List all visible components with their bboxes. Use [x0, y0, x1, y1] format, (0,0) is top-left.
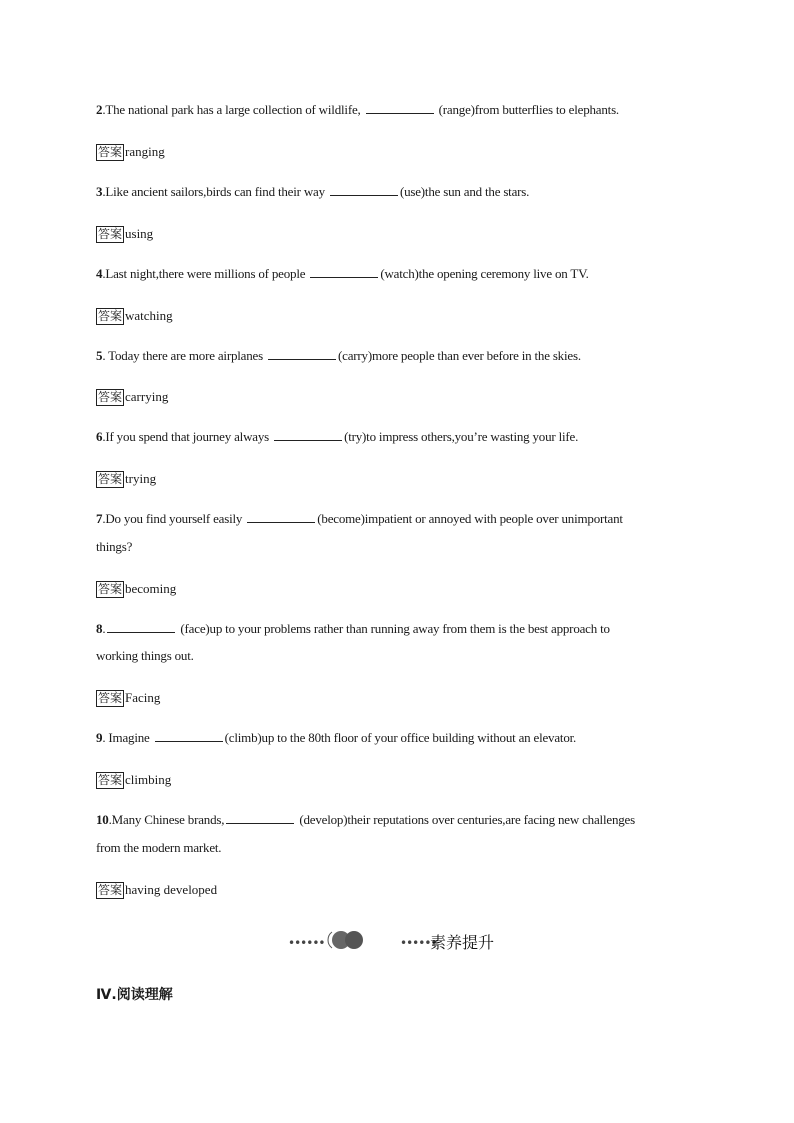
answer-label-box: 答案 [98, 882, 123, 897]
question-text-after: (develop)their reputations over centuries,are facing new challenges [296, 812, 635, 827]
divider-title: 素养提升 [430, 933, 495, 952]
question-7-continued: things? [96, 539, 133, 554]
dots-left: •••••• [288, 936, 325, 950]
question-text-after: (climb)up to the 80th floor of your office building without an elevator. [224, 730, 577, 745]
question-text-before: .If you spend that journey always [102, 429, 273, 444]
question-number: 2 [96, 102, 103, 117]
question-text-before: . Today there are more airplanes [102, 348, 267, 363]
answer-blank [310, 265, 378, 278]
answer-blank [107, 620, 175, 633]
answer-blank [274, 428, 342, 441]
question-number: 7 [96, 511, 103, 526]
answer-text: using [125, 226, 154, 242]
answer-blank [330, 183, 398, 196]
answer-row-6 [96, 469, 156, 488]
question-number: 5 [96, 348, 103, 363]
question-text-after: (watch)the opening ceremony live on TV. [380, 266, 589, 281]
question-text-after: (face)up to your problems rather than running away from them is the best approach to [177, 621, 610, 636]
answer-label-box: 答案 [98, 471, 123, 486]
question-number: 10 [96, 812, 109, 827]
question-text-before: .Like ancient sailors,birds can find their way [102, 184, 328, 199]
question-number: 6 [96, 429, 103, 444]
question-2 [96, 101, 696, 119]
question-3 [96, 183, 696, 201]
answer-label-box: 答案 [98, 690, 123, 705]
answer-label-box: 答案 [98, 389, 123, 404]
question-5 [96, 347, 696, 365]
answer-text: carrying [125, 389, 169, 405]
question-7 [96, 510, 696, 528]
answer-row-4 [96, 306, 173, 325]
question-4 [96, 265, 696, 283]
answer-blank [155, 729, 223, 742]
answer-row-2 [96, 142, 165, 161]
question-number: 8 [96, 621, 103, 636]
question-text-before: .The national park has a large collection of wildlife, [102, 102, 364, 117]
answer-text: having developed [125, 882, 218, 898]
question-6 [96, 428, 696, 446]
question-text-after: (range)from butterflies to elephants. [435, 102, 619, 117]
answer-label-box: 答案 [98, 308, 123, 323]
answer-label-box: 答案 [98, 226, 123, 241]
answer-blank [226, 811, 294, 824]
answer-text: trying [125, 471, 157, 487]
question-8-continued: working things out. [96, 648, 194, 663]
question-10 [96, 811, 696, 829]
answer-blank [366, 101, 434, 114]
answer-text: climbing [125, 772, 172, 788]
section-heading: Ⅳ.阅读理解 [96, 987, 173, 1003]
question-text-before: .Many Chinese brands, [108, 812, 225, 827]
question-text-before: .Last night,there were millions of people [102, 266, 309, 281]
question-10-continued: from the modern market. [96, 840, 222, 855]
circles-icon [324, 928, 368, 952]
section-divider [288, 926, 518, 954]
answer-text: Facing [125, 690, 161, 706]
answer-row-10 [96, 880, 217, 899]
question-number: 4 [96, 266, 103, 281]
answer-row-7 [96, 579, 176, 598]
answer-text: ranging [125, 144, 165, 160]
question-text-after: (use)the sun and the stars. [399, 184, 530, 199]
answer-row-3 [96, 224, 153, 243]
question-number: 9 [96, 730, 103, 745]
question-9 [96, 729, 696, 747]
question-8 [96, 620, 696, 638]
question-text-after: (try)to impress others,you’re wasting your life. [344, 429, 579, 444]
question-text-before: .Do you find yourself easily [102, 511, 246, 526]
answer-row-8 [96, 688, 160, 707]
answer-row-9 [96, 770, 171, 789]
answer-label-box: 答案 [98, 581, 123, 596]
answer-text: watching [125, 308, 173, 324]
dots-right: •••••• [400, 936, 437, 950]
answer-blank [247, 510, 315, 523]
answer-blank [268, 347, 336, 360]
question-text-after: (become)impatient or annoyed with people over unimportant [317, 511, 623, 526]
answer-text: becoming [125, 581, 177, 597]
answer-label-box: 答案 [98, 772, 123, 787]
answer-label-box: 答案 [98, 144, 123, 159]
question-text-before: . Imagine [102, 730, 153, 745]
question-text-after: (carry)more people than ever before in the skies. [338, 348, 581, 363]
question-text-before: . [102, 621, 106, 636]
question-number: 3 [96, 184, 103, 199]
answer-row-5 [96, 387, 168, 406]
